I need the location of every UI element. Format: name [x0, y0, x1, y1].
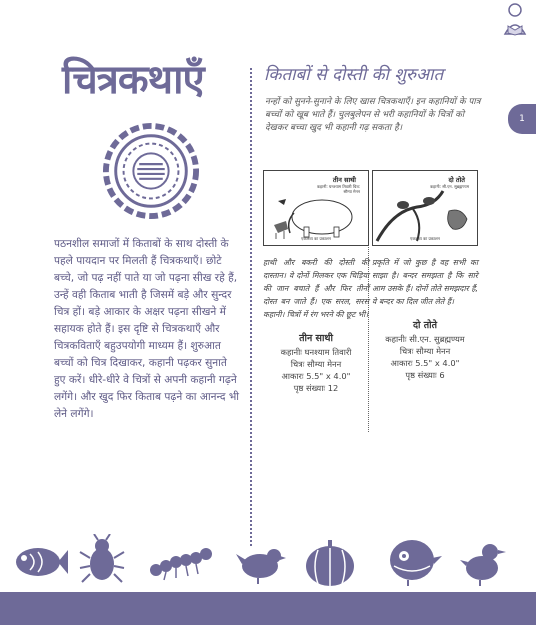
page-number-tab: 1: [508, 104, 536, 134]
footer-band: [0, 592, 536, 625]
owl-bird-icon: [384, 536, 442, 586]
cover-title: दो तोते: [448, 176, 465, 184]
bug-icon: [78, 534, 126, 586]
column-divider: [250, 68, 252, 546]
section-heading: किताबों से दोस्ती की शुरुआत: [264, 65, 444, 85]
reading-figure-logo: [500, 2, 530, 36]
cover-publisher: एकलव्य का प्रकाशन: [301, 236, 331, 241]
intro-paragraph: पठनशील समाजों में किताबों के साथ दोस्ती के पहले पायदान पर मिलती हैं चित्रकथाएँ। छोटे बच्चे, जो पढ़ नहीं पाते या जो पढ़ना सीख रहे हैं, उन्हें वही किताब भाती है जिसमें बड़े और सुन्दर चित्र हों। बड़े आकार के अक्षर पढ़ना सीखने में सहायक होते हैं। इस दृष्टि से चित्रकथाएँ और चित्रकविताएँ बहुउपयोगी माध्यम हैं। शुरुआत बच्चों को चित्र दिखाकर, कहानी पढ़कर सुनाते हुए करें। धीरे-धीरे वे चित्रों से अपनी कहानी गढ़ने लगेंगे। और खुद फिर किताब पढ़ने का आनन्द भी लेने लगेंगे।: [54, 238, 240, 420]
book-author: कहानीः घनश्याम तिवारी: [280, 347, 352, 357]
book-meta: [372, 318, 478, 381]
chick-icon: [460, 540, 506, 586]
centipede-icon: [148, 544, 214, 582]
book-pages: पृष्ठ संख्याः 6: [405, 370, 445, 380]
book-cover: [372, 170, 478, 246]
book-size: आकारः 5.5" x 4.0": [281, 371, 351, 381]
book-title: तीन साथी: [299, 333, 333, 344]
page-title: चित्रकथाएँ: [62, 56, 204, 103]
wheel-illustration: [102, 122, 200, 220]
pumpkin-icon: [304, 538, 356, 588]
section-intro: नन्हों को सुनने-सुनाने के लिए खास चित्रकथाएँ। इन कहानियों के पात्र बच्चों को खूब भाते हैं। चुलबुलेपन से भरी कहानियों के चित्रों को देखकर बच्चा खुद भी कहानी गढ़ सकता है।: [265, 97, 481, 133]
book-pages: पृष्ठ संख्याः 12: [293, 383, 339, 393]
book-size: आकारः 5.5" x 4.0": [390, 358, 460, 368]
book-author: कहानीः सी.एन. सुब्रह्मण्यम: [385, 334, 465, 344]
book-illustrator: चित्रः सौम्या मेनन: [399, 346, 451, 356]
book-title: दो तोते: [412, 320, 438, 331]
cover-subtitle: कहानी: सी.एन. सुब्रह्मण्यम: [430, 184, 469, 189]
book-meta: [263, 331, 369, 394]
book-card: [263, 170, 369, 394]
fish-icon: [8, 540, 68, 584]
book-illustrator: चित्रः सौम्या मेनन: [290, 359, 342, 369]
cover-publisher: एकलव्य का प्रकाशन: [410, 236, 440, 241]
bird-icon: [236, 544, 286, 584]
book-description: हाथी और बकरी की दोस्ती की दास्तान। वे दोनों मिलकर एक चिड़िया की जान बचाते हैं और फिर तीनों दोस्त बन जाते हैं। एक सरल, सरस कहानी। चित्रों में रंग भरने की छूट भी।: [263, 258, 369, 319]
cover-title: तीन साथी: [332, 176, 356, 184]
cover-subtitle: कहानी: घनश्याम तिवारी चित्र: सौम्या मेनन: [316, 184, 360, 194]
book-cover: [263, 170, 369, 246]
book-card: [372, 170, 478, 381]
book-description: प्रकृति में जो कुछ है वह सभी का साझा है। बन्दर समझता है कि सारे आम उसके हैं। दोनों तोते समझदार हैं, वे बन्दर का दिल जीत लेते हैं।: [372, 258, 478, 306]
